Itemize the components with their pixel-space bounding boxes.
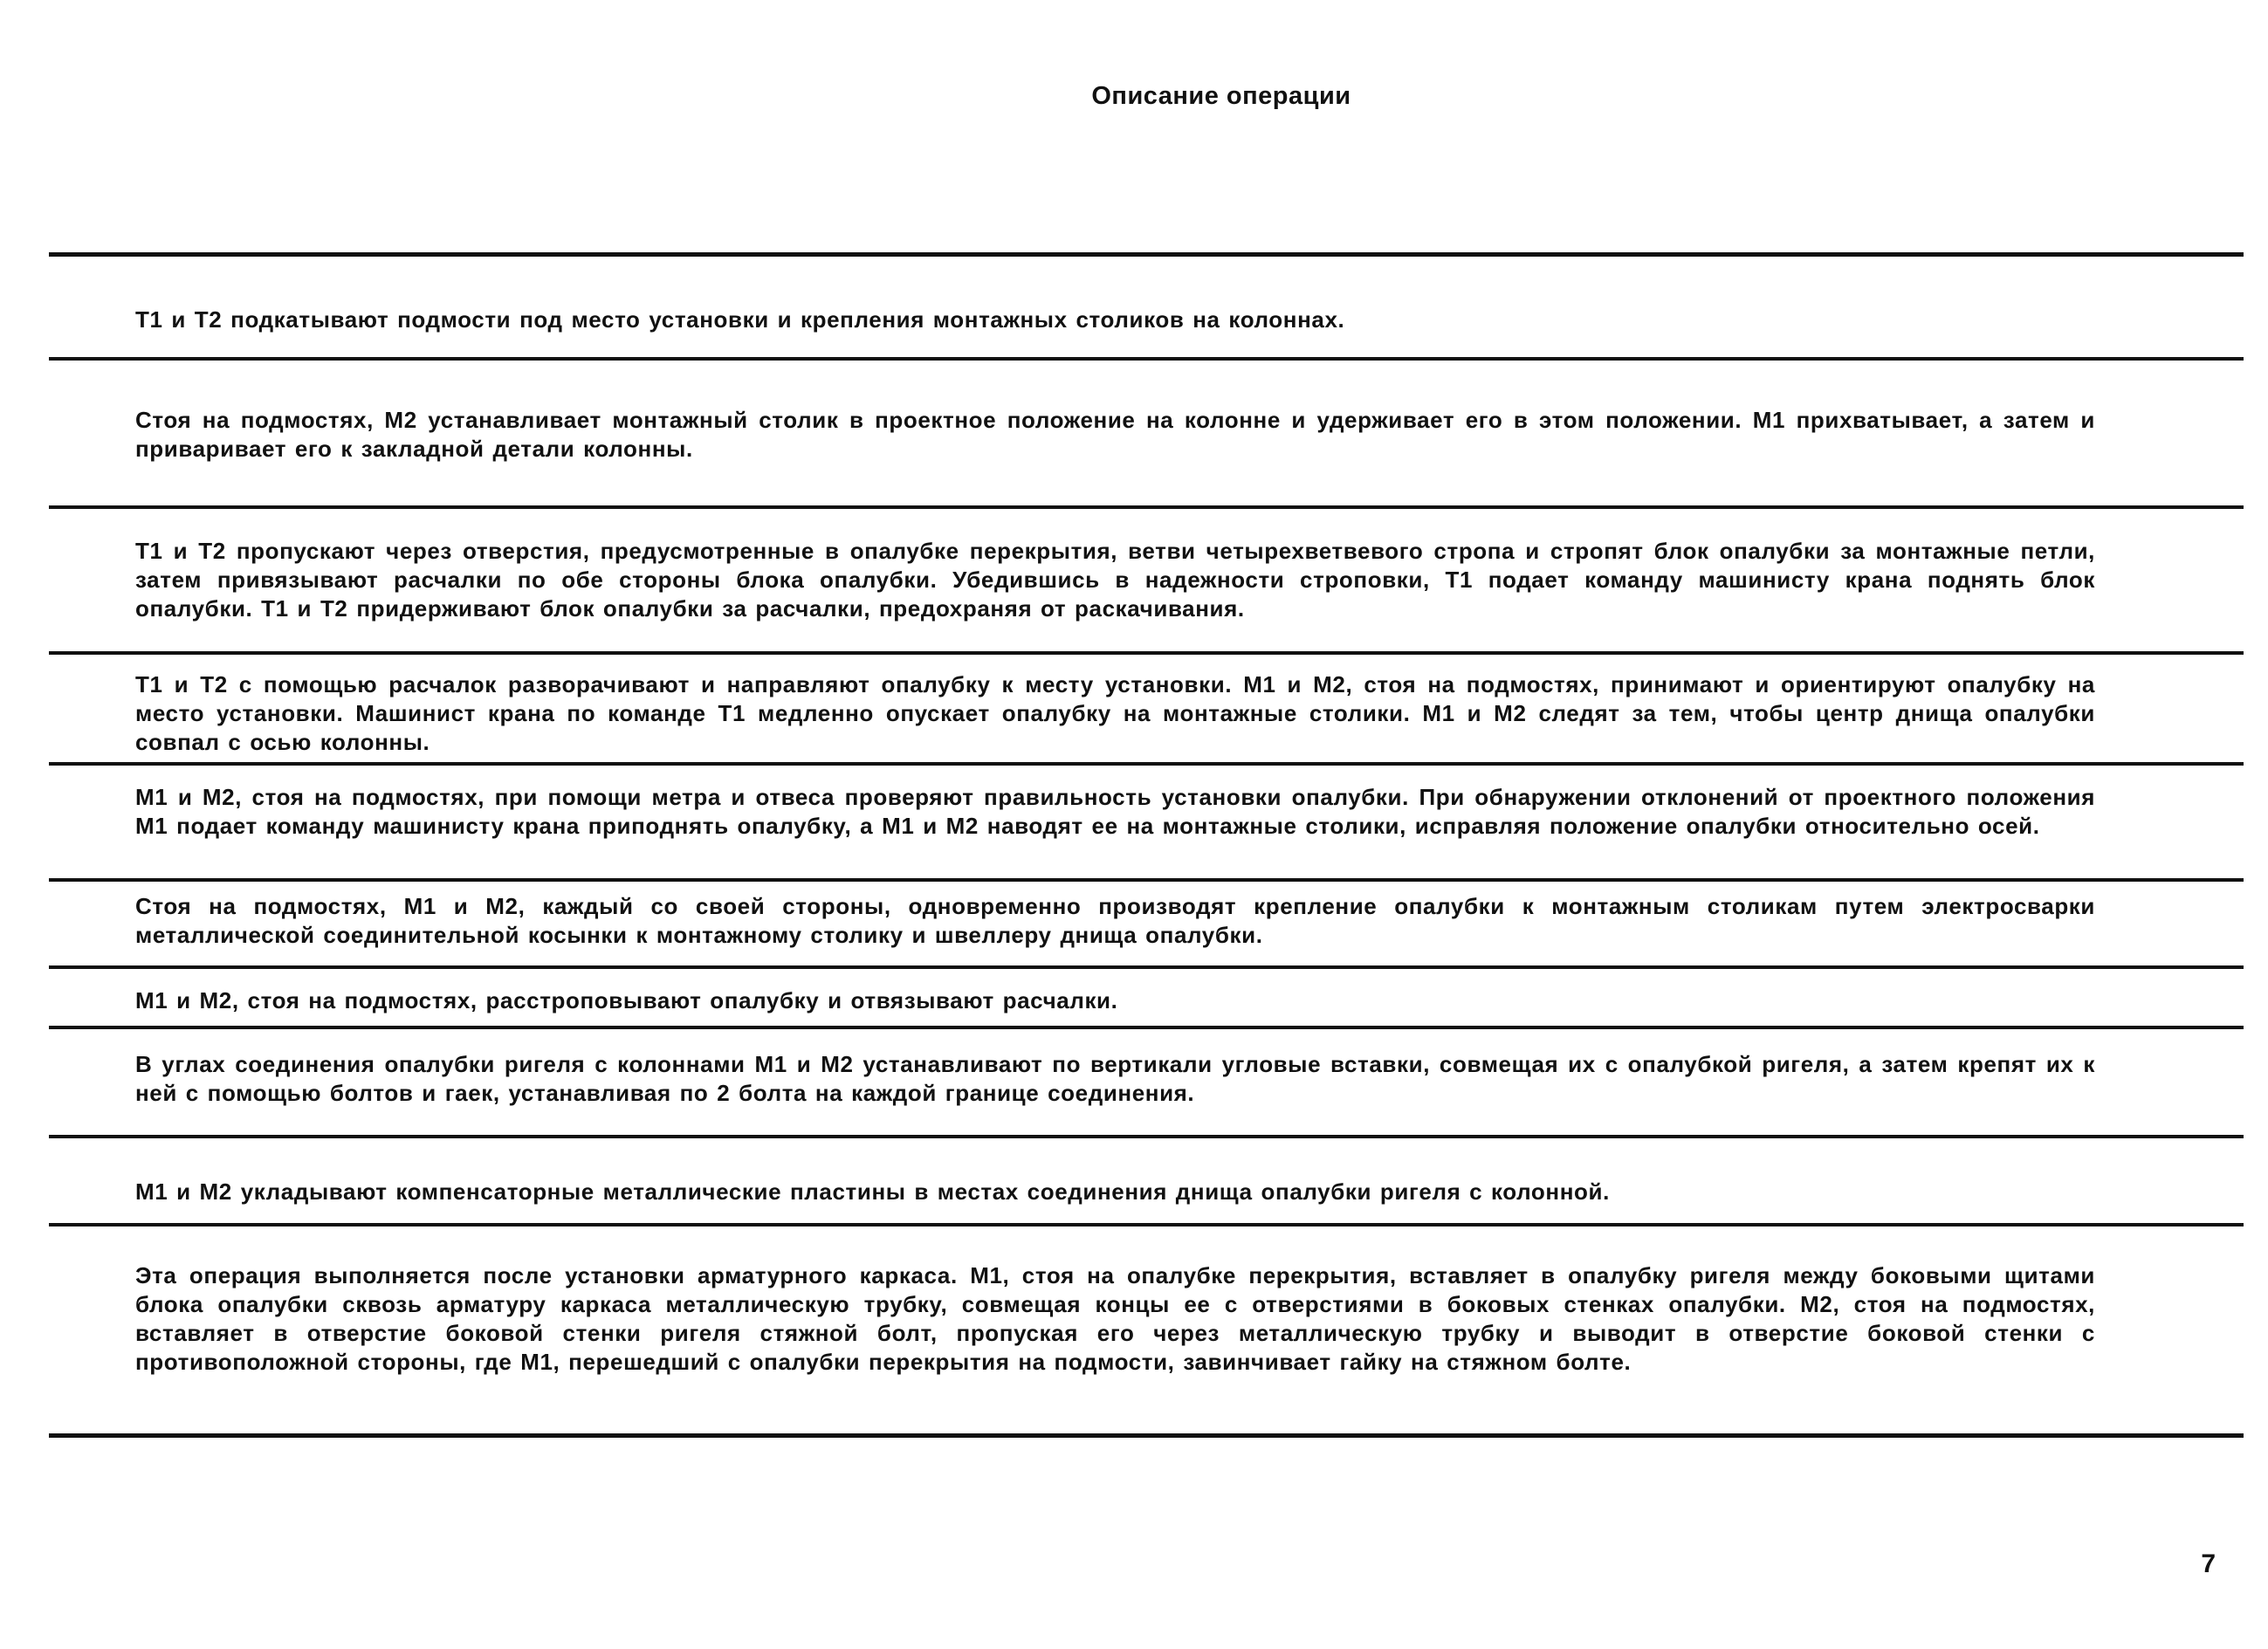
operation-text-7: М1 и М2, стоя на подмостях, расстроповывают опалубку и отвязывают расчалки. xyxy=(135,987,1118,1013)
row-divider-6 xyxy=(49,965,2244,969)
row-divider-3 xyxy=(49,651,2244,655)
operation-text-2: Стоя на подмостях, М2 устанавливает монтажный столик в проектное положение на колонне и удерживает его в этом положении. М1 прихватывает, а затем и приваривает его к закладной детали колонны. xyxy=(135,407,2095,462)
table-bottom-rule xyxy=(49,1433,2244,1438)
page-number: 7 xyxy=(2201,1549,2216,1578)
operation-text-8: В углах соединения опалубки ригеля с колоннами М1 и М2 устанавливают по вертикали угловые вставки, совмещая их с опалубкой ригеля, а затем крепят их к ней с помощью болтов и гаек, устанавливая по 2 болта на каждой границе соединения. xyxy=(135,1051,2095,1106)
table-top-rule xyxy=(49,252,2244,257)
operation-text-1: Т1 и Т2 подкатывают подмости под место установки и крепления монтажных столиков на колоннах. xyxy=(135,306,1345,333)
operation-text-4: Т1 и Т2 с помощью расчалок разворачивают и направляют опалубку к месту установки. М1 и М2, стоя на подмостях, принимают и ориентируют опалубку на место установки. Машинист крана по команде Т1 медленно опускает опалубку на монтажные столики. М1 и М2 следят за тем, чтобы центр днища опалубки совпал с осью колонны. xyxy=(135,671,2095,755)
row-divider-7 xyxy=(49,1026,2244,1029)
operation-text-10: Эта операция выполняется после установки арматурного каркаса. М1, стоя на опалубке перекрытия, вставляет в опалубку ригеля между боковыми щитами блока опалубки сквозь арматуру каркаса металлическую трубку, совмещая концы ее с отверстиями в боковых стенках опалубки. М2, стоя на подмостях, вставляет в отверстие боковой стенки ригеля стяжной болт, пропуская его через металлическую трубку и выводит в отверстие боковой стенки с противоположной стороны, где М1, перешедший с опалубки перекрытия на подмости, завинчивает гайку на стяжном болте. xyxy=(135,1262,2095,1375)
row-divider-1 xyxy=(49,357,2244,361)
row-divider-5 xyxy=(49,878,2244,882)
operation-text-3: Т1 и Т2 пропускают через отверстия, предусмотренные в опалубке перекрытия, ветви четырехветвевого стропа и стропят блок опалубки за монтажные петли, затем привязывают расчалки по обе стороны блока опалубки. Убедившись в надежности строповки, Т1 подает команду машинисту крана поднять блок опалубки. Т1 и Т2 придерживают блок опалубки за расчалки, предохраняя от раскачивания. xyxy=(135,538,2095,622)
row-divider-4 xyxy=(49,762,2244,766)
operation-text-6: Стоя на подмостях, М1 и М2, каждый со своей стороны, одновременно производят крепление опалубки к монтажным столикам путем электросварки металлической соединительной косынки к монтажному столику и швеллеру днища опалубки. xyxy=(135,893,2095,948)
operation-text-5: М1 и М2, стоя на подмостях, при помощи метра и отвеса проверяют правильность установки опалубки. При обнаружении отклонений от проектного положения М1 подает команду машинисту крана приподнять опалубку, а М1 и М2 наводят ее на монтажные столики, исправляя положение опалубки относительно осей. xyxy=(135,784,2095,839)
operation-text-9: М1 и М2 укладывают компенсаторные металлические пластины в местах соединения днища опалубки ригеля с колонной. xyxy=(135,1178,1610,1205)
row-divider-8 xyxy=(49,1135,2244,1138)
row-divider-2 xyxy=(49,505,2244,509)
page-title: Описание операции xyxy=(1091,82,1351,110)
row-divider-9 xyxy=(49,1223,2244,1226)
